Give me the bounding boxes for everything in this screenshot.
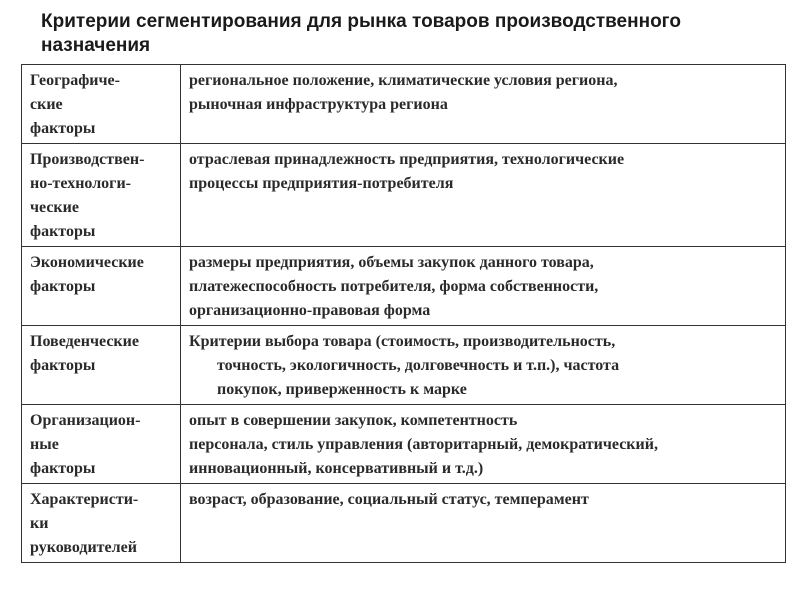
- factor-text: ки: [30, 515, 49, 532]
- factor-cell: [22, 484, 181, 563]
- segmentation-criteria-table: [21, 64, 786, 563]
- factor-text: факторы: [30, 278, 96, 295]
- factor-cell: [22, 65, 181, 144]
- table-row: [22, 326, 786, 405]
- criteria-cell: [181, 247, 786, 326]
- criteria-cell: [181, 326, 786, 405]
- page-title-line-2: назначения: [41, 35, 151, 56]
- criteria-cell: [181, 144, 786, 247]
- criteria-text: опыт в совершении закупок, компетентность: [189, 412, 518, 429]
- criteria-text: региональное положение, климатические условия региона,: [189, 72, 618, 89]
- factor-text: но-технологи-: [30, 175, 131, 192]
- factor-text: Экономические: [30, 254, 144, 271]
- criteria-text: рыночная инфраструктура региона: [189, 96, 448, 113]
- criteria-text: покупок, приверженность к марке: [217, 381, 467, 398]
- factor-text: Характеристи-: [30, 491, 139, 508]
- page-title-line-1: Критерии сегментирования для рынка товаров производственного: [41, 11, 681, 32]
- table-row: [22, 65, 786, 144]
- criteria-text: возраст, образование, социальный статус, темперамент: [189, 491, 589, 508]
- table-row: [22, 484, 786, 563]
- criteria-text: организационно-правовая форма: [189, 302, 431, 319]
- factor-text: Поведенческие: [30, 333, 139, 350]
- factor-text: факторы: [30, 357, 96, 374]
- factor-text: ческие: [30, 199, 79, 216]
- criteria-text: размеры предприятия, объемы закупок данного товара,: [189, 254, 594, 271]
- factor-text: факторы: [30, 223, 96, 240]
- page-title: [41, 10, 781, 58]
- criteria-text: платежеспособность потребителя, форма собственности,: [189, 278, 599, 295]
- factor-cell: [22, 247, 181, 326]
- criteria-text: инновационный, консервативный и т.д.): [189, 460, 484, 477]
- factor-text: руководителей: [30, 539, 137, 556]
- criteria-text: точность, экологичность, долговечность и т.п.), частота: [217, 357, 620, 374]
- criteria-text: персонала, стиль управления (авторитарный, демократический,: [189, 436, 658, 453]
- criteria-text: процессы предприятия-потребителя: [189, 175, 454, 192]
- criteria-text: отраслевая принадлежность предприятия, технологические: [189, 151, 625, 168]
- factor-cell: [22, 405, 181, 484]
- criteria-text: Критерии выбора товара (стоимость, производительность,: [189, 333, 616, 350]
- table-row: [22, 405, 786, 484]
- criteria-cell: [181, 65, 786, 144]
- factor-text: факторы: [30, 120, 96, 137]
- factor-text: факторы: [30, 460, 96, 477]
- factor-text: Производствен-: [30, 151, 145, 168]
- criteria-cell: [181, 405, 786, 484]
- factor-text: ские: [30, 96, 63, 113]
- table-row: [22, 144, 786, 247]
- factor-cell: [22, 326, 181, 405]
- factor-cell: [22, 144, 181, 247]
- factor-text: Географиче-: [30, 72, 120, 89]
- factor-text: Организацион-: [30, 412, 141, 429]
- criteria-cell: [181, 484, 786, 563]
- table-row: [22, 247, 786, 326]
- factor-text: ные: [30, 436, 59, 453]
